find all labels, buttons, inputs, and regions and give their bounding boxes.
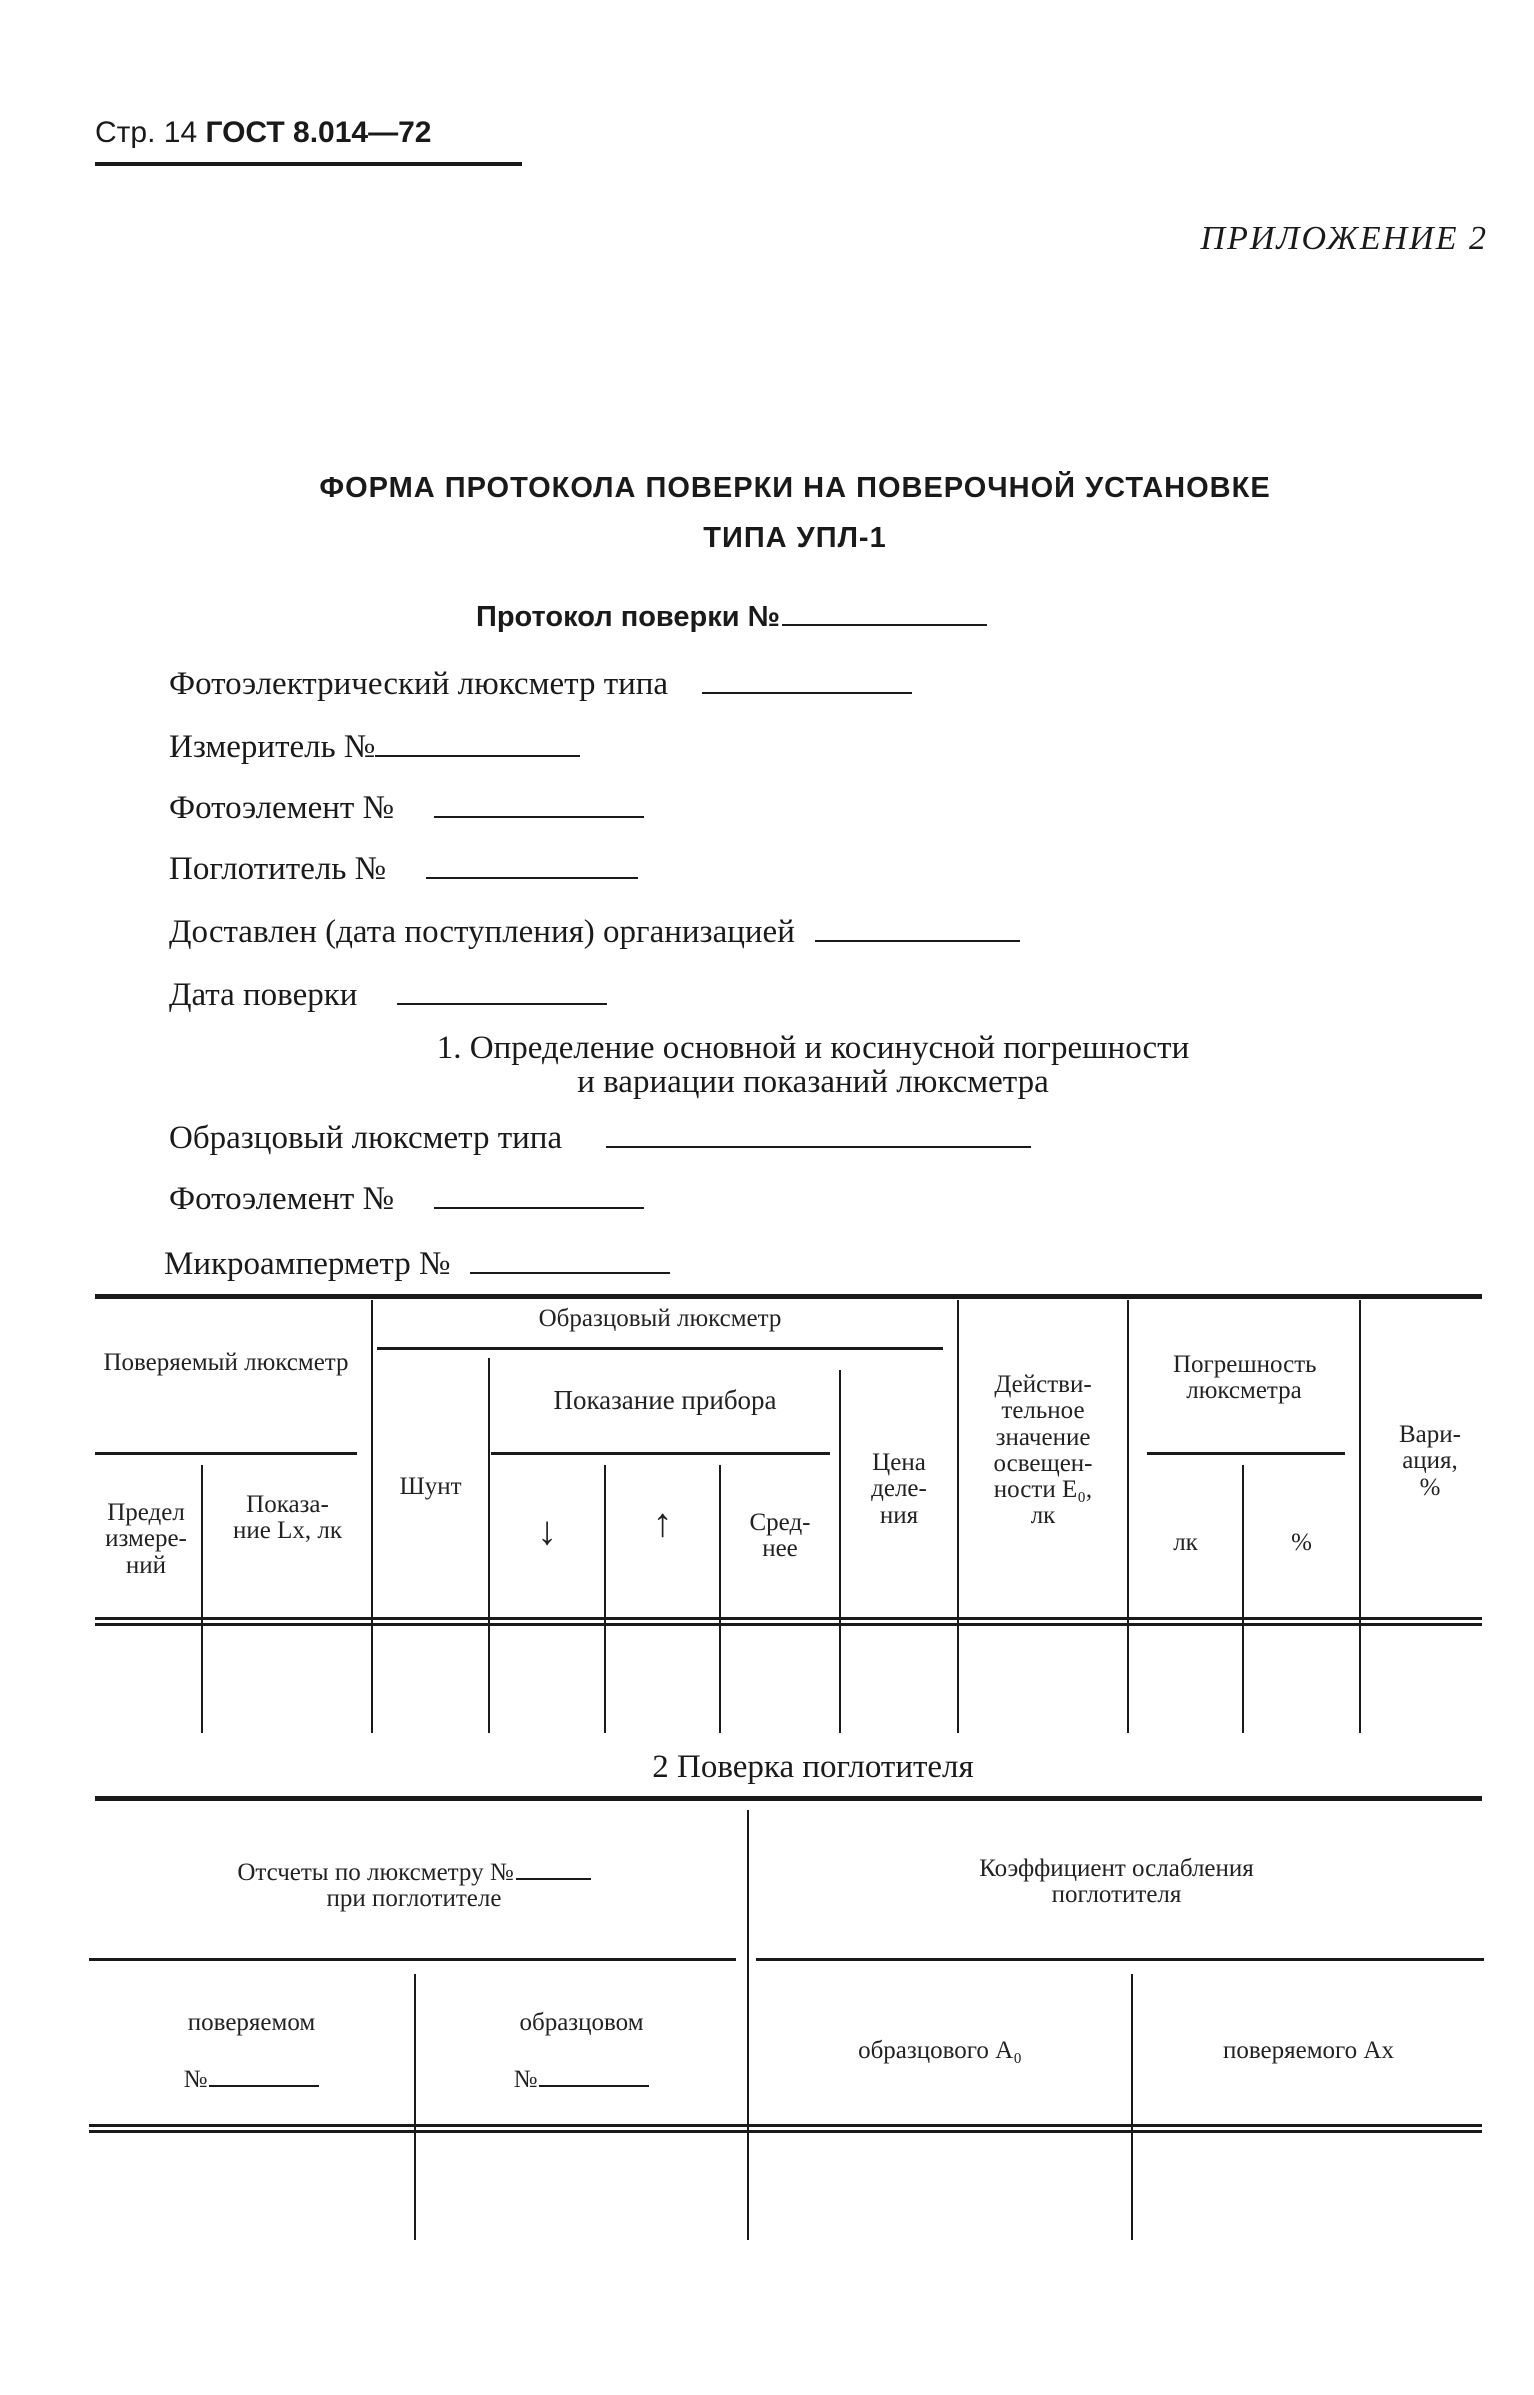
field-meter-type [169,664,912,703]
rule [95,1452,357,1455]
th-reference-meter: Образцовый люксметр [538,1305,782,1332]
field-label: Фотоэлемент № [169,1181,395,1217]
section1-heading-line2: и вариации показаний люксметра [577,1064,1049,1100]
field-blank[interactable] [434,1179,644,1209]
section1-heading-line1: 1. Определение основной и косинусной погрешности [436,1030,1190,1066]
field-label: Доставлен (дата поступления) организацией [169,914,795,950]
table-top-rule [95,1796,1482,1801]
section2-heading: 2 Поверка поглотителя [652,1749,974,1785]
table-top-rule [95,1294,1482,1299]
th-coefficient [749,1856,1484,1909]
field-label: Дата поверки [169,977,358,1013]
field-label: Поглотитель № [169,851,387,887]
field-label: Фотоэлемент № [169,790,395,826]
label: поверяемом [187,2009,316,2036]
label: № [513,2065,538,2093]
field-absorber-no [169,849,638,888]
protocol-number-blank[interactable] [782,596,987,626]
field-blank[interactable] [375,727,580,757]
label: поглотителя [1051,1881,1182,1909]
label: Коэффициент ослабления [979,1855,1254,1882]
reference-no-blank[interactable] [539,2063,649,2087]
th-division: Цена деле-ния [871,1449,927,1529]
rule [756,1958,1484,1961]
th-readings [89,1856,739,1913]
field-blank[interactable] [606,1118,1031,1148]
th-reference-absorber [416,2010,747,2093]
field-gauge-no [169,727,580,766]
field-blank[interactable] [434,788,644,818]
protocol-number [476,596,987,634]
th-tested-meter: Поверяемый люксметр [103,1349,349,1376]
page-header [95,116,431,150]
th-range: Предел измере-ний [105,1499,187,1579]
th-error-lx: лк [1173,1529,1198,1556]
col-divider [1359,1300,1361,1733]
th-reading-lx: Показа-ние Lx, лк [233,1491,342,1545]
form-title-line1: ФОРМА ПРОТОКОЛА ПОВЕРКИ НА ПОВЕРОЧНОЙ УСТАНОВКЕ [319,472,1271,504]
field-label: Измеритель № [169,729,376,765]
field-check-date [169,975,607,1014]
field-blank[interactable] [702,664,912,694]
th-tested-absorber [89,2010,414,2093]
field-ref-photocell [169,1179,644,1218]
rule [1147,1452,1345,1455]
col-divider [1131,1974,1133,2240]
field-label: Фотоэлектрический люксметр типа [169,666,669,702]
label: образцовом [519,2009,644,2036]
page-number: Стр. 14 [95,116,198,149]
form-title-line2: ТИПА УПЛ-1 [703,522,887,554]
header-underline [95,162,522,166]
field-label: Микроамперметр № [164,1246,451,1282]
rule [89,1958,736,1961]
field-photocell-no [169,788,644,827]
rule [377,1347,943,1350]
field-label: Образцовый люксметр типа [169,1120,563,1156]
col-divider [719,1465,721,1733]
appendix-label: ПРИЛОЖЕНИЕ 2 [1200,220,1488,257]
th-variation: Вари-ация, % [1399,1421,1461,1501]
header-double-rule [89,2124,1482,2133]
field-blank[interactable] [426,849,638,879]
th-coef-tested: поверяемого Ax [1223,2037,1394,2064]
col-divider [1242,1465,1244,1733]
rule [491,1452,830,1455]
meter-no-blank[interactable] [516,1856,591,1880]
th-actual-illuminance: Действи-тельное значение освещен-ности E₀, лк [993,1371,1093,1530]
col-divider [371,1300,373,1733]
th-error: Погрешность люксметра [1173,1351,1317,1405]
th-error-percent: % [1291,1529,1312,1556]
arrow-down-icon: ↓ [537,1508,557,1553]
arrow-up-icon: ↑ [652,1500,673,1545]
th-readings-label2: при поглотителе [326,1885,502,1913]
field-reference-meter [169,1118,1031,1157]
th-coef-reference: образцового A₀ [858,2037,1022,2064]
col-divider [839,1370,841,1733]
field-blank[interactable] [815,912,1020,942]
protocol-label: Протокол поверки № [476,601,780,633]
label: № [183,2065,208,2093]
th-readings-label: Отсчеты по люксметру № [237,1859,514,1886]
header-double-rule [95,1617,1482,1626]
th-mean: Сред-нее [749,1509,811,1563]
th-shunt: Шунт [399,1473,462,1500]
field-blank[interactable] [470,1244,670,1274]
th-instrument-reading: Показание прибора [553,1385,777,1415]
standard-number: ГОСТ 8.014—72 [205,116,432,149]
tested-no-blank[interactable] [209,2063,319,2087]
field-blank[interactable] [397,975,607,1005]
field-delivered [169,912,1020,951]
field-microammeter [164,1244,670,1283]
